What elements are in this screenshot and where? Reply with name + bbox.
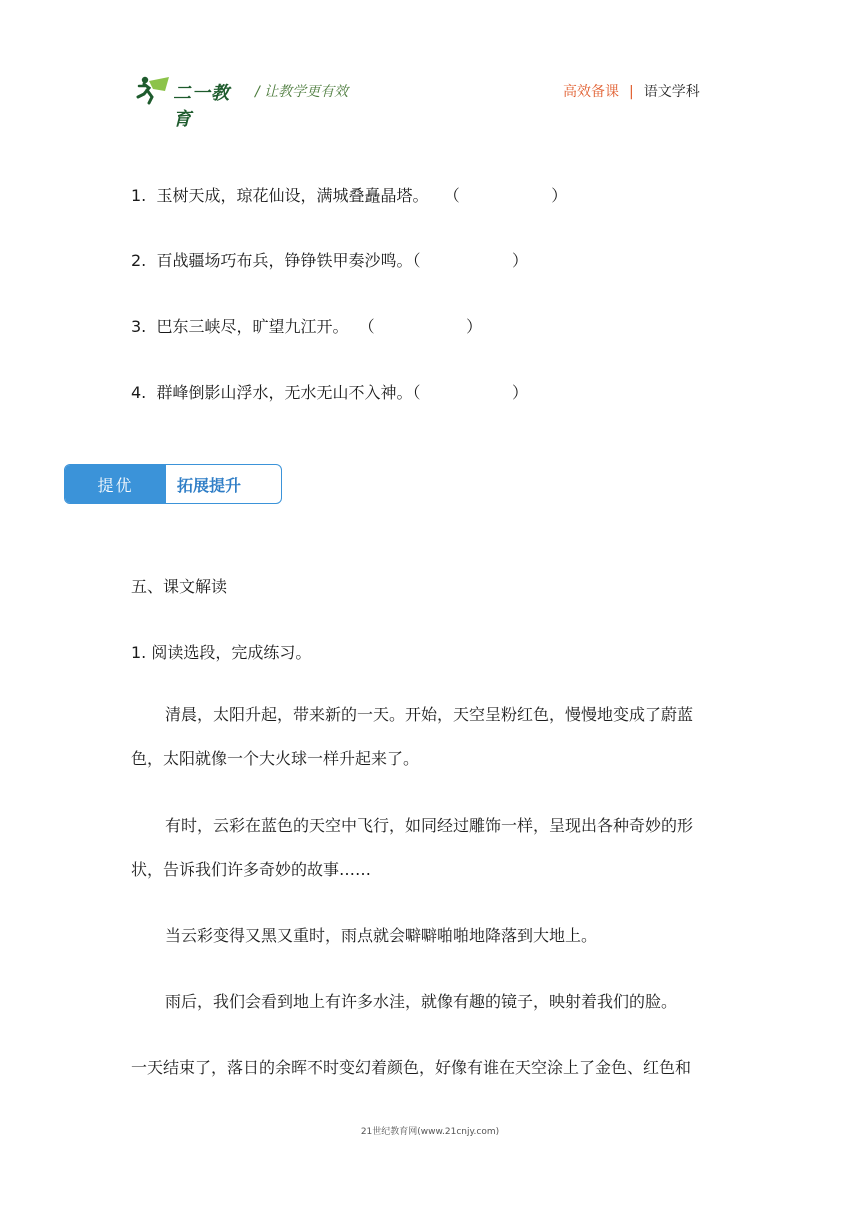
logo [135,75,247,129]
runner-logo-icon [135,75,171,105]
section-title: 五、课文解读 [131,577,228,596]
passage-paragraph-2-line-1: 有时，云彩在蓝色的天空中飞行，如同经过雕饰一样，呈现出各种奇妙的形 [165,816,694,835]
passage-paragraph-2-line-2: 状，告诉我们许多奇妙的故事…… [131,860,372,879]
section-badge [64,464,282,504]
header-course-info [563,81,700,101]
badge-level: 提优 [65,465,166,503]
question-3: 3. 巴东三峡尽，旷望九江开。 （ ） [131,317,483,336]
passage-paragraph-1-line-1: 清晨，太阳升起，带来新的一天。开始，天空呈粉红色，慢慢地变成了蔚蓝 [165,705,694,724]
question-2: 2. 百战疆场巧布兵，铮铮铁甲奏沙鸣。（ ） [131,251,528,270]
page-header [0,70,860,129]
subject-label: 语文学科 [643,84,700,100]
passage-paragraph-1-line-2: 色，太阳就像一个大火球一样升起来了。 [131,749,420,768]
question-1: 1. 玉树天成，琼花仙设，满城叠矗晶塔。 （ ） [131,186,568,205]
task-instruction: 1. 阅读选段，完成练习。 [131,643,312,662]
passage-paragraph-5: 一天结束了，落日的余晖不时变幻着颜色，好像有谁在天空涂上了金色、红色和 [131,1058,692,1077]
badge-title: 拓展提升 [177,475,242,495]
header-separator: | [629,84,634,100]
passage-paragraph-4: 雨后，我们会看到地上有许多水洼，就像有趣的镜子，映射着我们的脸。 [165,992,678,1011]
footer-source: 21世纪教育网(www.21cnjy.com) [360,1127,500,1137]
course-label: 高效备课 [563,84,619,100]
passage-paragraph-3: 当云彩变得又黑又重时，雨点就会噼噼啪啪地降落到大地上。 [165,926,598,945]
question-4: 4. 群峰倒影山浮水，无水无山不入神。（ ） [131,383,528,402]
logo-text: 二一教育 [173,83,230,129]
slogan: / 让教学更有效 [255,84,349,100]
